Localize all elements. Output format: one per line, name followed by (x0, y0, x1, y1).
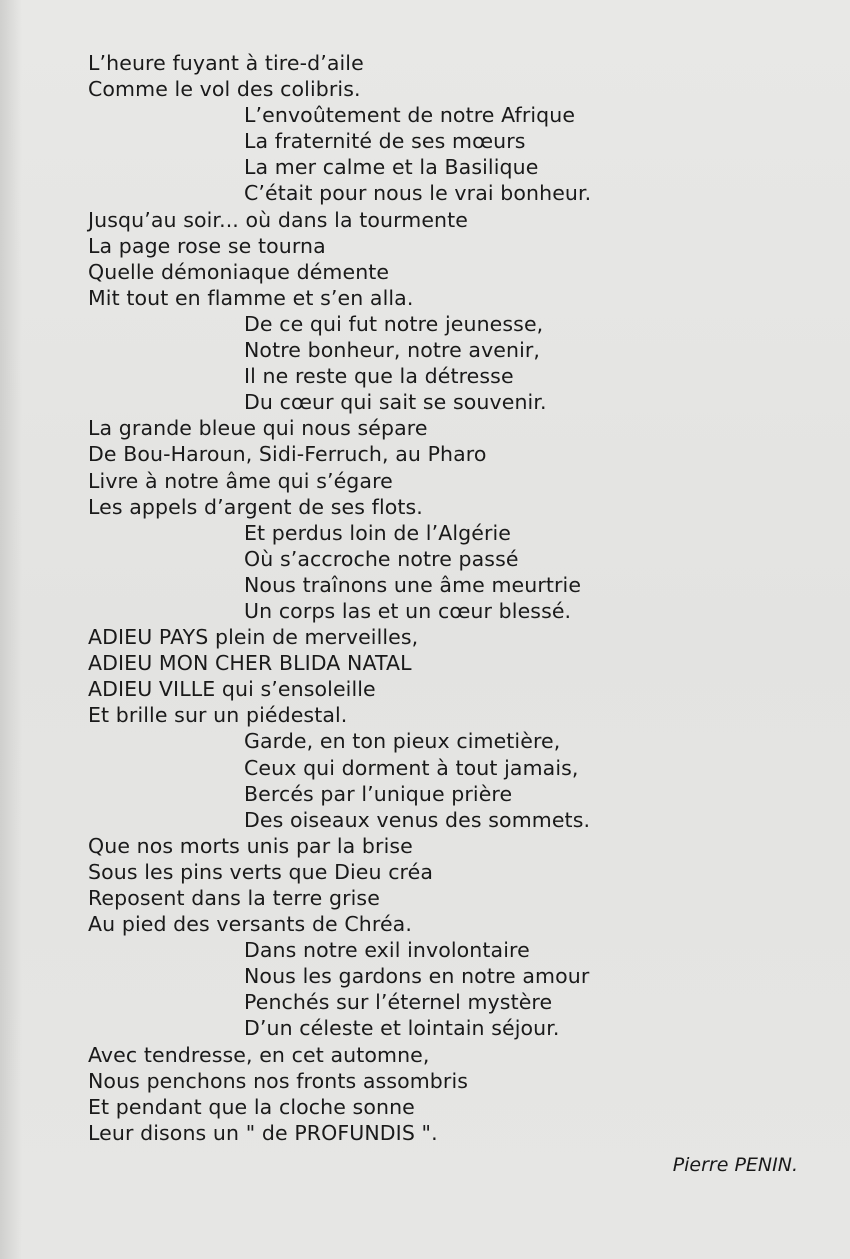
author-signature: Pierre PENIN. (672, 1154, 798, 1176)
poem-line: La page rose se tourna (88, 233, 326, 258)
poem-line-indented: Des oiseaux venus des sommets. (244, 807, 591, 832)
poem-line-indented: Nous traînons une âme meurtrie (244, 572, 582, 597)
poem-line-indented: Garde, en ton pieux cimetière, (244, 729, 561, 754)
page-edge-shadow (0, 0, 22, 1259)
poem-line: ADIEU VILLE qui s’ensoleille (88, 677, 376, 702)
poem-line: Quelle démoniaque démente (88, 259, 390, 284)
poem-line-indented: Du cœur qui sait se souvenir. (244, 390, 547, 415)
poem-line-indented: Et perdus loin de l’Algérie (244, 520, 511, 545)
poem-line-indented: Nous les gardons en notre amour (244, 964, 590, 989)
poem-line: Avec tendresse, en cet automne, (88, 1042, 430, 1067)
poem-line: Mit tout en flamme et s’en alla. (88, 285, 414, 310)
poem-line-indented: Ceux qui dorment à tout jamais, (244, 755, 579, 780)
poem-body (88, 50, 808, 1146)
poem-line: Que nos morts unis par la brise (88, 833, 413, 858)
poem-line: La grande bleue qui nous sépare (88, 416, 428, 441)
poem-line: Au pied des versants de Chréa. (88, 912, 412, 937)
poem-line: Et brille sur un piédestal. (88, 703, 348, 728)
poem-line: Livre à notre âme qui s’égare (88, 468, 393, 493)
poem-line: L’heure fuyant à tire-d’aile (88, 51, 364, 75)
poem-line: ADIEU PAYS plein de merveilles, (88, 625, 419, 650)
poem-line: Leur disons un " de PROFUNDIS ". (88, 1120, 438, 1145)
poem-line: Nous penchons nos fronts assombris (88, 1068, 469, 1093)
poem-line: Sous les pins verts que Dieu créa (88, 859, 434, 884)
poem-line: De Bou-Haroun, Sidi-Ferruch, au Pharo (88, 442, 487, 467)
poem-line-indented: La mer calme et la Basilique (244, 155, 539, 180)
poem-line-indented: D’un céleste et lointain séjour. (244, 1016, 560, 1041)
poem-line: Et pendant que la cloche sonne (88, 1094, 415, 1119)
poem-line-indented: L’envoûtement de notre Afrique (244, 103, 576, 128)
poem-line-indented: Penchés sur l’éternel mystère (244, 990, 553, 1015)
poem-line: Reposent dans la terre grise (88, 886, 380, 910)
poem-line-indented: Notre bonheur, notre avenir, (244, 338, 541, 363)
poem-line-indented: Il ne reste que la détresse (244, 364, 514, 389)
poem-line-indented: Où s’accroche notre passé (244, 546, 519, 571)
poem-line: ADIEU MON CHER BLIDA NATAL (88, 651, 412, 676)
poem-line-indented: Bercés par l’unique prière (244, 781, 513, 806)
poem-line: Les appels d’argent de ses flots. (88, 494, 423, 519)
poem-line-indented: C’était pour nous le vrai bonheur. (244, 181, 592, 206)
poem-line-indented: La fraternité de ses mœurs (244, 129, 526, 154)
poem-line-indented: De ce qui fut notre jeunesse, (244, 311, 544, 336)
poem-line-indented: Un corps las et un cœur blessé. (244, 598, 572, 623)
poem-line-indented: Dans notre exil involontaire (244, 938, 530, 963)
poem-line: Jusqu’au soir... où dans la tourmente (88, 207, 468, 232)
poem-line: Comme le vol des colibris. (88, 77, 361, 102)
